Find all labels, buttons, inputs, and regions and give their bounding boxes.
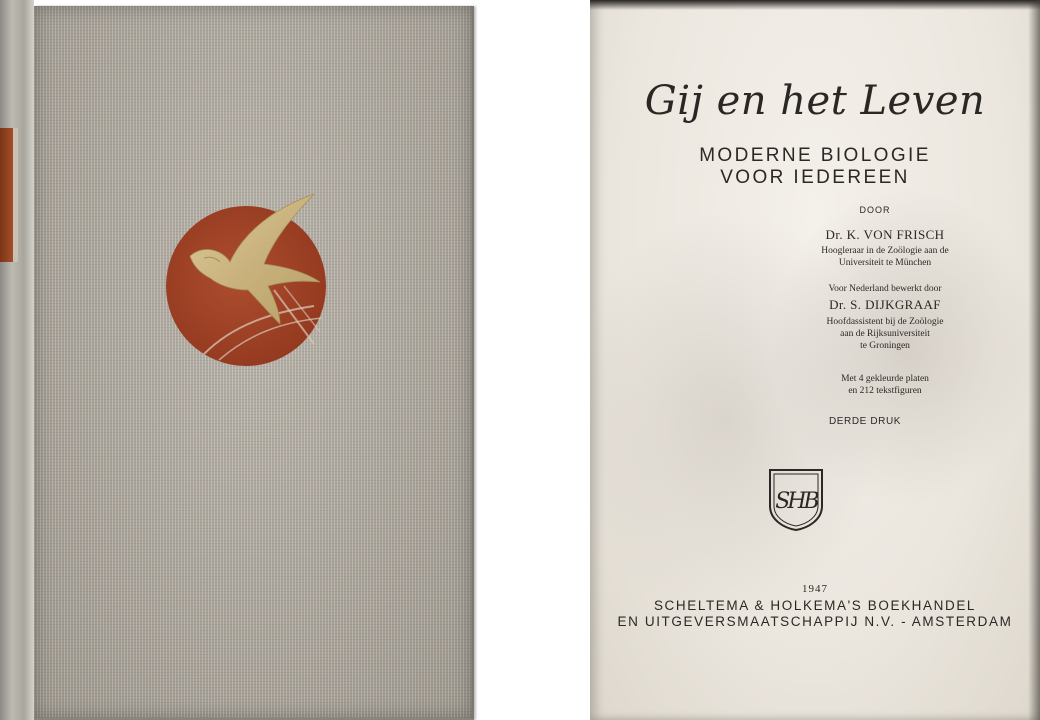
publisher-line-2: EN UITGEVERSMAATSCHAPPIJ N.V. - AMSTERDAM xyxy=(617,614,1013,629)
flying-gull-on-red-disc-icon xyxy=(164,194,332,366)
adapter-name: Dr. S. DIJKGRAAF xyxy=(829,297,941,312)
author-name: Dr. K. VON FRISCH xyxy=(825,227,945,242)
publisher-logo-icon xyxy=(764,466,828,532)
door-label: DOOR xyxy=(859,205,891,215)
adapted-by-label: Voor Nederland bewerkt door xyxy=(828,284,942,294)
subtitle-line-2: VOOR IEDEREEN xyxy=(720,167,910,188)
adapter-description-line-3: te Groningen xyxy=(860,341,910,351)
page-edge-shadow xyxy=(590,0,1040,10)
spine-red-band xyxy=(0,128,13,262)
title-page-photo xyxy=(590,0,1040,720)
book-title: Gij en het Leven xyxy=(644,78,986,124)
subtitle-line-1: MODERNE BIOLOGIE xyxy=(699,145,931,166)
cloth-cover-board xyxy=(34,6,474,720)
adapter-description-line-1: Hoofdassistent bij de Zoölogie xyxy=(826,317,944,327)
edition-label: DERDE DRUK xyxy=(828,416,902,427)
author-description-line-2: Universiteit te München xyxy=(838,258,932,268)
illustrations-line-1: Met 4 gekleurde platen xyxy=(841,374,929,384)
book-cover-photo xyxy=(0,0,476,720)
publisher-line-1: SCHELTEMA & HOLKEMA'S BOEKHANDEL xyxy=(653,598,977,613)
adapter-description-line-2: aan de Rijksuniversiteit xyxy=(840,329,930,339)
author-description-line-1: Hoogleraar in de Zoölogie aan de xyxy=(821,246,949,256)
svg-text:SHB: SHB xyxy=(775,489,817,514)
spine-label-strip xyxy=(13,128,18,262)
publication-year: 1947 xyxy=(802,583,828,595)
book-spine xyxy=(0,0,34,720)
illustrations-line-2: en 212 tekstfiguren xyxy=(848,386,922,396)
